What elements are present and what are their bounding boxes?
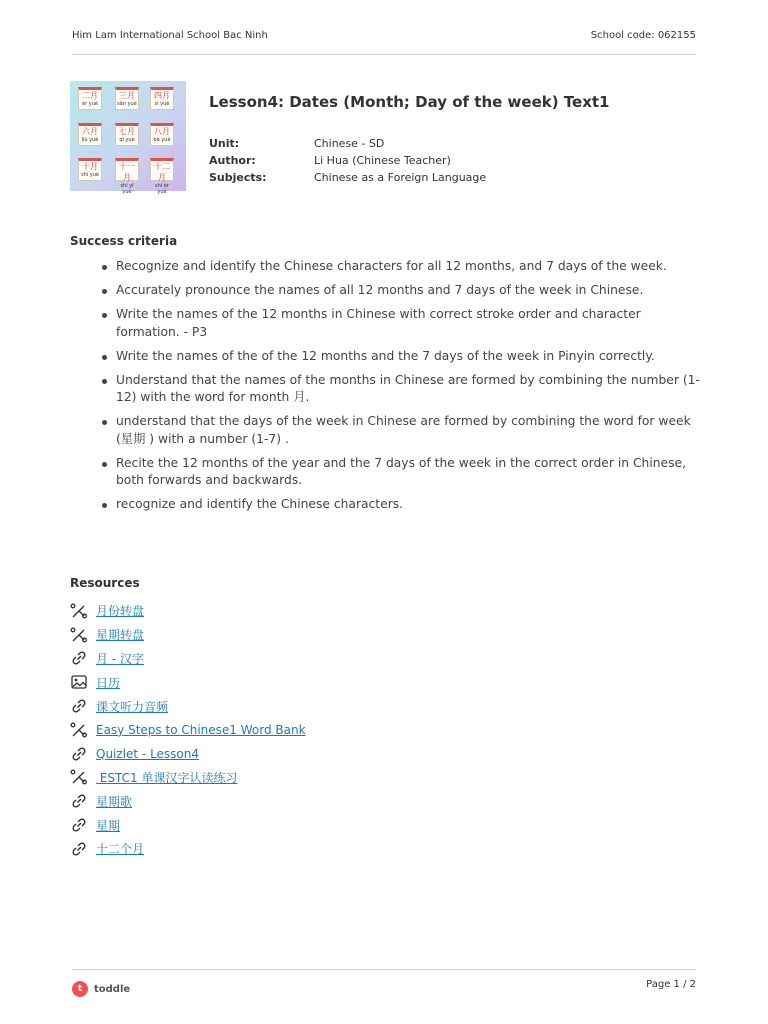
lesson-title: Lesson4: Dates (Month; Day of the week) Text1 — [209, 93, 610, 111]
list-item: Understand that the names of the months in Chinese are formed by combining the number (1-12) with the word for month 月. — [100, 372, 700, 407]
calendar-icon: 四月 sì yuè — [150, 87, 174, 110]
calendar-icon: 八月 bā yuè — [150, 123, 174, 146]
page-footer — [72, 969, 696, 1010]
unit-label: Unit: — [209, 137, 240, 150]
resource-link[interactable]: 日历 — [96, 675, 121, 690]
list-item: Recognize and identify the Chinese characters for all 12 months, and 7 days of the week. — [100, 258, 700, 276]
school-name: Him Lam International School Bac Ninh — [72, 30, 268, 41]
unit-value: Chinese - SD — [314, 137, 385, 150]
list-item: recognize and identify the Chinese characters. — [100, 496, 700, 514]
resource-link[interactable]: 星期歌 — [96, 794, 133, 809]
list-item: Write the names of the 12 months in Chinese with correct stroke order and character formation. - P3 — [100, 306, 700, 341]
calendar-icon: 六月 liù yuè — [78, 123, 102, 146]
file-icon — [70, 722, 88, 738]
resource-item — [70, 766, 306, 790]
resource-link[interactable]: 月 - 汉字 — [96, 651, 144, 666]
toddle-logo — [72, 981, 130, 997]
image-icon — [70, 674, 88, 690]
resource-link[interactable]: 十二个月 — [96, 842, 145, 857]
link-icon — [70, 746, 88, 762]
calendar-icon: 三月 sān yuè — [115, 87, 139, 110]
resource-link[interactable]: Easy Steps to Chinese1 Word Bank — [96, 722, 306, 737]
list-item: Accurately pronounce the names of all 12 months and 7 days of the week in Chinese. — [100, 282, 700, 300]
link-icon — [70, 793, 88, 809]
resource-item — [70, 789, 306, 813]
calendar-icon: 二月 èr yuè — [78, 87, 102, 110]
resource-link[interactable]: 课文听力音频 — [96, 699, 169, 714]
link-icon — [70, 817, 88, 833]
list-item: understand that the days of the week in Chinese are formed by combining the word for week (星期 ) with a number (1-7) . — [100, 413, 700, 448]
resources-heading: Resources — [70, 576, 140, 590]
resource-link[interactable]: 月份转盘 — [96, 604, 145, 619]
file-icon — [70, 603, 88, 619]
resource-item — [70, 813, 306, 837]
resource-link[interactable]: 星期转盘 — [96, 628, 145, 643]
calendar-icon: 十一月 shí yī yuè — [115, 158, 139, 181]
link-icon — [70, 650, 88, 666]
school-code: School code: 062155 — [590, 30, 696, 41]
resource-link[interactable]: 星期 — [96, 818, 121, 833]
resource-item — [70, 742, 306, 766]
author-label: Author: — [209, 154, 256, 167]
toddle-logo-icon: t — [72, 981, 88, 997]
subjects-value: Chinese as a Foreign Language — [314, 171, 487, 184]
resources-list — [70, 599, 306, 861]
success-criteria-heading: Success criteria — [70, 234, 178, 248]
file-icon — [70, 769, 88, 785]
lesson-thumbnail — [70, 81, 186, 195]
resource-item — [70, 670, 306, 694]
resource-item — [70, 599, 306, 623]
resource-item — [70, 647, 306, 671]
resource-item — [70, 694, 306, 718]
author-value: Li Hua (Chinese Teacher) — [314, 154, 451, 167]
calendar-icon: 十二月 shí èr yuè — [150, 158, 174, 181]
resource-link[interactable]: ESTC1 单课汉字认读练习 — [96, 770, 238, 785]
page-number: Page 1 / 2 — [646, 979, 696, 990]
link-icon — [70, 841, 88, 857]
list-item: Recite the 12 months of the year and the 7 days of the week in the correct order in Chinese, both forwards and backwards. — [100, 455, 700, 490]
file-icon — [70, 627, 88, 643]
link-icon — [70, 698, 88, 714]
resource-item — [70, 623, 306, 647]
resource-link[interactable]: Quizlet - Lesson4 — [96, 746, 200, 761]
page-header — [72, 30, 696, 55]
calendar-icon: 十月 shí yuè — [78, 158, 102, 181]
list-item: Write the names of the of the 12 months and the 7 days of the week in Pinyin correctly. — [100, 348, 700, 366]
resource-item — [70, 837, 306, 861]
subjects-label: Subjects: — [209, 171, 267, 184]
calendar-icon: 七月 qī yuè — [115, 123, 139, 146]
success-criteria-list — [100, 258, 700, 520]
brand-name: toddle — [94, 983, 131, 995]
resource-item — [70, 718, 306, 742]
